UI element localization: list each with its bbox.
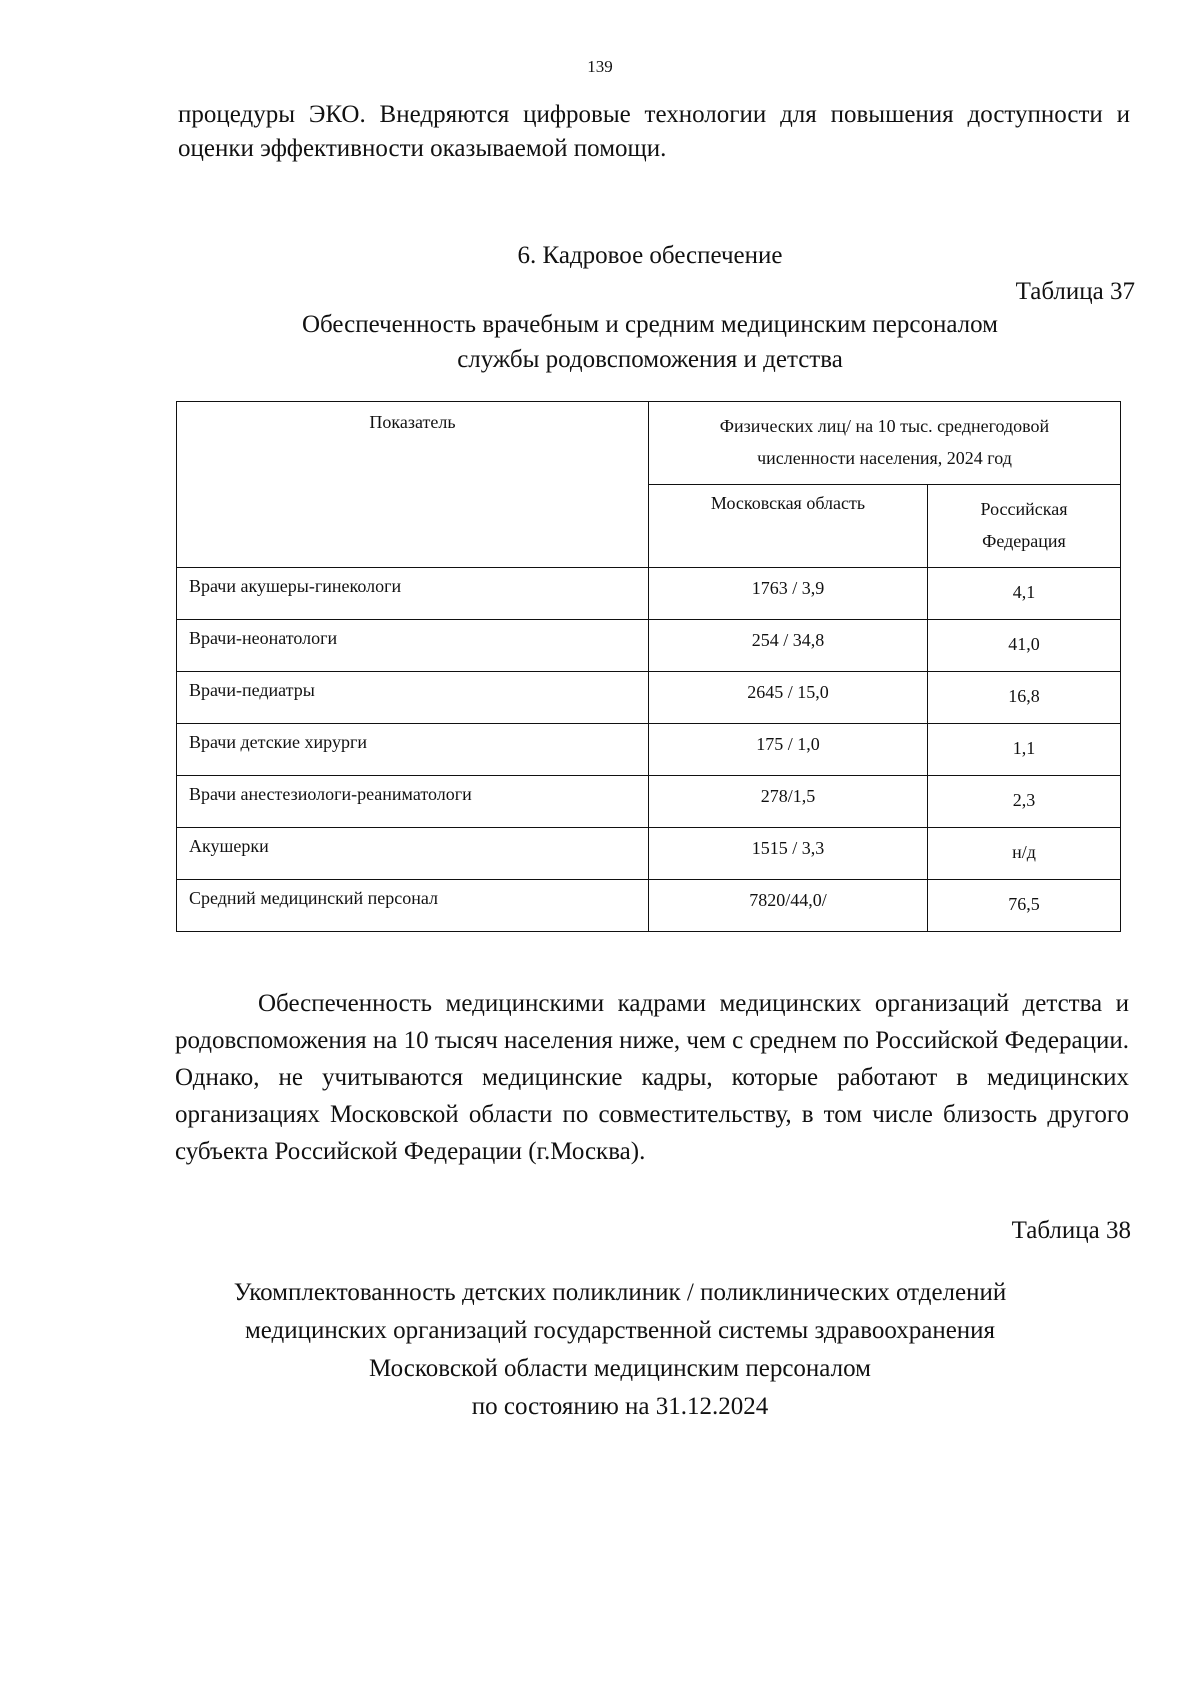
header-indicator: Показатель [177,402,649,568]
row-indicator: Врачи анестезиологи-реаниматологи [177,776,649,828]
table-38-caption-line: по состоянию на 31.12.2024 [471,1393,769,1420]
table-row [177,776,1121,828]
row-indicator: Врачи детские хирурги [177,724,649,776]
table-header-row [177,402,1121,485]
row-rf-value: н/д [928,828,1121,880]
row-indicator: Акушерки [177,828,649,880]
intro-paragraph: процедуры ЭКО. Внедряются цифровые технологии для повышения доступности и оценки эффективности оказываемой помощи. [178,101,1130,162]
row-moscow-value: 175 / 1,0 [649,724,928,776]
row-moscow-value: 254 / 34,8 [649,620,928,672]
row-indicator: Врачи-педиатры [177,672,649,724]
section-title: 6. Кадровое обеспечение [517,242,783,269]
header-group [649,402,1121,485]
row-rf-value: 1,1 [928,724,1121,776]
table-row [177,672,1121,724]
table-38-caption-line: Укомплектованность детских поликлиник / поликлинических отделений [233,1279,1007,1306]
table-37-number: Таблица 37 [1015,278,1135,305]
table-37-caption [180,307,1120,377]
row-indicator: Врачи-неонатологи [177,620,649,672]
body-paragraph [175,985,1129,1170]
table-38-caption-line: Московской области медицинским персоналом [369,1355,871,1382]
table-37-caption-line: службы родовспоможения и детства [457,346,843,373]
row-rf-value: 16,8 [928,672,1121,724]
table-38-caption-line: медицинских организаций государственной системы здравоохранения [244,1317,996,1344]
row-rf-value: 2,3 [928,776,1121,828]
row-rf-value: 76,5 [928,880,1121,932]
row-indicator: Средний медицинский персонал [177,880,649,932]
table-row [177,620,1121,672]
header-moscow-region: Московская область [649,485,928,568]
row-moscow-value: 1763 / 3,9 [649,568,928,620]
row-indicator: Врачи акушеры-гинекологи [177,568,649,620]
table-38-number: Таблица 38 [1011,1217,1131,1244]
header-group-line: Физических лиц/ на 10 тыс. среднегодовой [719,416,1050,436]
table-row [177,828,1121,880]
staffing-table [176,401,1121,932]
table-37-caption-line: Обеспеченность врачебным и средним медицинским персоналом [301,311,998,338]
body-paragraph-text: Обеспеченность медицинскими кадрами медицинских организаций детства и родовспоможения на 10 тысяч населения ниже, чем с среднем по Российской Федерации. Однако, не учитываются медицинские кадры, которые работают в медицинских организациях Московской области по совместительству, в том числе близость другого субъекта Российской Федерации (г.Москва). [175,990,1129,1165]
row-moscow-value: 2645 / 15,0 [649,672,928,724]
row-moscow-value: 7820/44,0/ [649,880,928,932]
row-rf-value: 41,0 [928,620,1121,672]
table-38-caption [150,1274,1090,1426]
table-row [177,568,1121,620]
table-row [177,724,1121,776]
table-row [177,880,1121,932]
row-rf-value: 4,1 [928,568,1121,620]
header-group-line: численности населения, 2024 год [757,448,1012,468]
header-rf-line: Российская [980,499,1068,519]
header-rf-line: Федерация [982,531,1066,551]
header-russian-federation [928,485,1121,568]
page-number: 139 [587,57,613,76]
row-moscow-value: 1515 / 3,3 [649,828,928,880]
row-moscow-value: 278/1,5 [649,776,928,828]
